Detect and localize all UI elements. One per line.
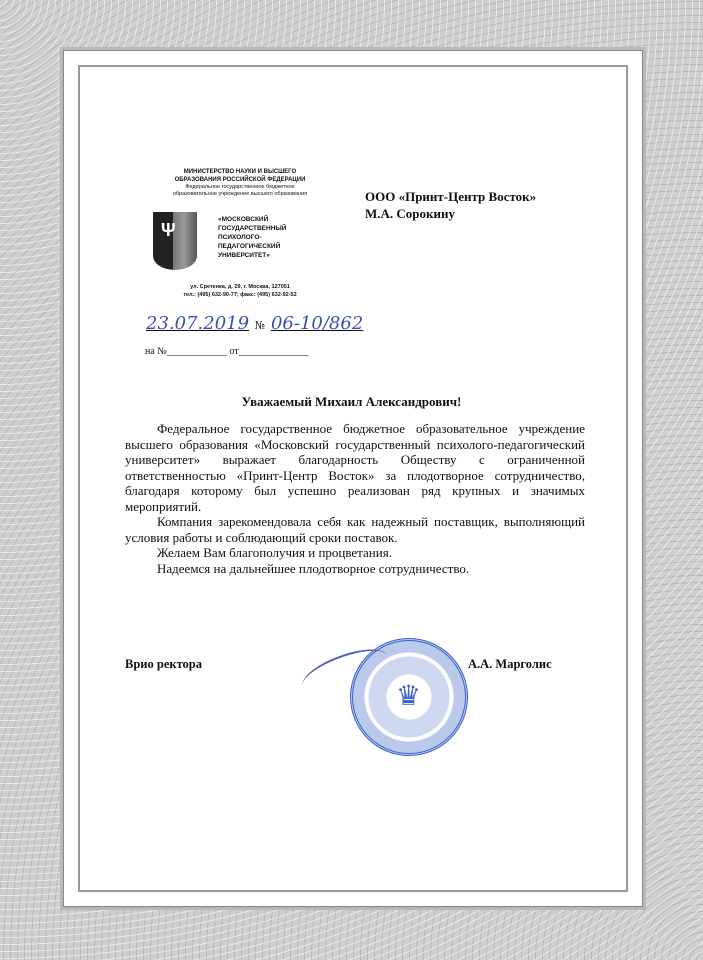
recipient-company: ООО «Принт-Центр Восток» [365, 189, 537, 204]
ministry-line: МИНИСТЕРСТВО НАУКИ И ВЫСШЕГО [183, 169, 297, 175]
letterhead-ministry [140, 168, 340, 198]
ministry-line: ОБРАЗОВАНИЯ РОССИЙСКОЙ ФЕДЕРАЦИИ [174, 177, 306, 183]
letterhead-contacts [140, 283, 340, 299]
university-name-line: ГОСУДАРСТВЕННЫЙ [218, 225, 287, 232]
number-label: № [254, 319, 266, 332]
institution-type-line: образовательное учреждение высшего образования [172, 191, 308, 197]
registration-date: 23.07.2019 [146, 313, 250, 334]
greeting: Уважаемый Михаил Александрович! [241, 394, 462, 409]
logo-glyph: Ψ [161, 220, 176, 240]
recipient-person: М.А. Сорокину [365, 206, 455, 221]
paragraph: Компания зарекомендовала себя как надежный поставщик, выполняющий условия работы и соблюдающий сроки поставок. [125, 514, 585, 545]
paragraph: Желаем Вам благополучия и процветания. [157, 545, 392, 560]
eagle-emblem-icon: ♛ [396, 681, 422, 712]
registration-number: 06-10/862 [270, 313, 364, 334]
university-logo-icon [153, 212, 197, 270]
university-name-line: ПЕДАГОГИЧЕСКИЙ [218, 243, 281, 250]
university-name-line: УНИВЕРСИТЕТ» [218, 252, 270, 259]
signatory-name: А.А. Марголис [468, 657, 552, 671]
university-name [218, 215, 286, 260]
signatory-position: Врио ректора [125, 657, 202, 671]
reference-line: на №____________ от______________ [145, 346, 309, 357]
recipient [365, 188, 536, 222]
registration-handwritten [146, 313, 363, 334]
university-name-line: «МОСКОВСКИЙ [218, 216, 269, 223]
university-name-line: ПСИХОЛОГО- [218, 234, 262, 241]
letter-body [125, 421, 585, 576]
institution-type-line: Федеральное государственное бюджетное [185, 184, 295, 190]
address: ул. Сретенка, д. 29, г. Москва, 127051 [190, 284, 290, 290]
paragraph: Федеральное государственное бюджетное образовательное учреждение высшего образования «Московский государственный психолого-педагогический университет» выражает благодарность Обществу с ограниченной ответственностью «Принт-Центр Восток» за плодотворное сотрудничество, благодаря которому был успешно реализован ряд крупных и значимых мероприятий. [125, 421, 585, 514]
paragraph: Надеемся на дальнейшее плодотворное сотрудничество. [157, 560, 470, 576]
phone: тел.: (495) 632-90-77; факс: (495) 632-92-52 [183, 292, 297, 298]
